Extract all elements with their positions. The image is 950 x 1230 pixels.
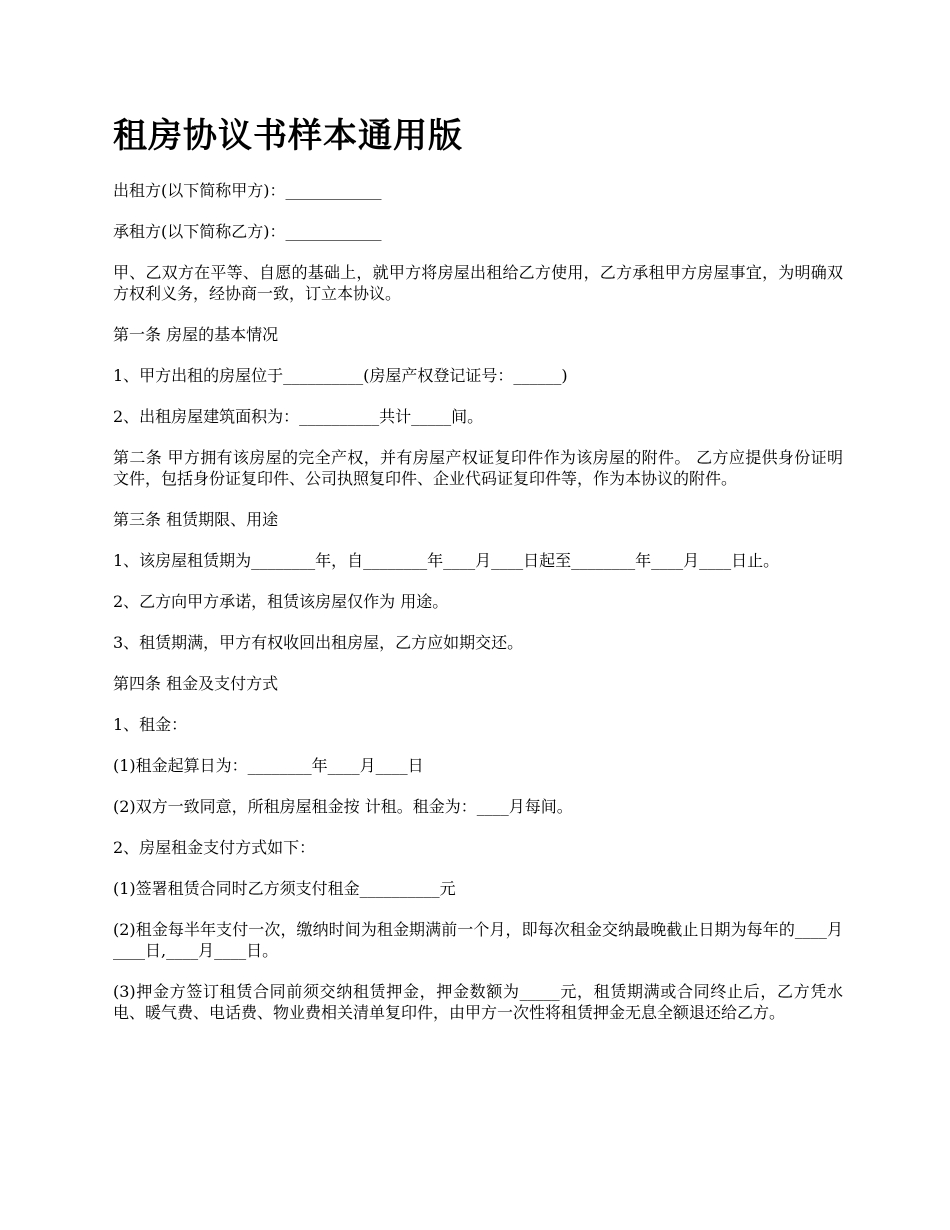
article-4-item-2-sub-1: (1)签署租赁合同时乙方须支付租金__________元	[113, 879, 456, 898]
article-3-item-1: 1、该房屋租赁期为________年，自________年____月____日起至________年____月____日止。	[113, 551, 780, 570]
article-2-paragraph: 第二条 甲方拥有该房屋的完全产权，并有房屋产权证复印件作为该房屋的附件。 乙方应提供身份证明文件，包括身份证复印件、公司执照复印件、企业代码证复印件等，作为本协议的附件。	[113, 448, 843, 488]
article-4-item-2: 2、房屋租金支付方式如下：	[113, 838, 316, 857]
article-4-item-1: 1、租金：	[113, 715, 188, 734]
article-4-item-1-sub-1: (1)租金起算日为：________年____月____日	[113, 756, 424, 775]
article-1-item-2: 2、出租房屋建筑面积为：__________共计_____间。	[113, 407, 484, 426]
document-title: 租房协议书样本通用版	[113, 116, 463, 156]
party-b-line: 承租方(以下简称乙方)：____________	[113, 222, 382, 241]
article-1-heading: 第一条 房屋的基本情况	[113, 325, 279, 344]
article-3-item-2: 2、乙方向甲方承诺，租赁该房屋仅作为 用途。	[113, 592, 449, 611]
article-4-item-2-sub-3: (3)押金方签订租赁合同前须交纳租赁押金，押金数额为_____元，租赁期满或合同终止后，乙方凭水电、暖气费、电话费、物业费相关清单复印件，由甲方一次性将租赁押金无息全额退还给乙方。	[113, 982, 843, 1022]
preamble-paragraph: 甲、乙双方在平等、自愿的基础上，就甲方将房屋出租给乙方使用，乙方承租甲方房屋事宜，为明确双方权利义务，经协商一致，订立本协议。	[113, 263, 843, 303]
party-a-line: 出租方(以下简称甲方)：____________	[113, 181, 382, 200]
article-4-heading: 第四条 租金及支付方式	[113, 674, 279, 693]
article-3-heading: 第三条 租赁期限、用途	[113, 510, 279, 529]
article-4-item-1-sub-2: (2)双方一致同意，所租房屋租金按 计租。租金为：____月每间。	[113, 797, 573, 816]
document-page	[113, 112, 843, 1043]
article-4-item-2-sub-2: (2)租金每半年支付一次，缴纳时间为租金期满前一个月，即每次租金交纳最晚截止日期为每年的____月____日,____月____日。	[113, 920, 843, 960]
article-1-item-1: 1、甲方出租的房屋位于__________(房屋产权登记证号：______)	[113, 366, 568, 385]
article-3-item-3: 3、租赁期满，甲方有权收回出租房屋，乙方应如期交还。	[113, 633, 524, 652]
